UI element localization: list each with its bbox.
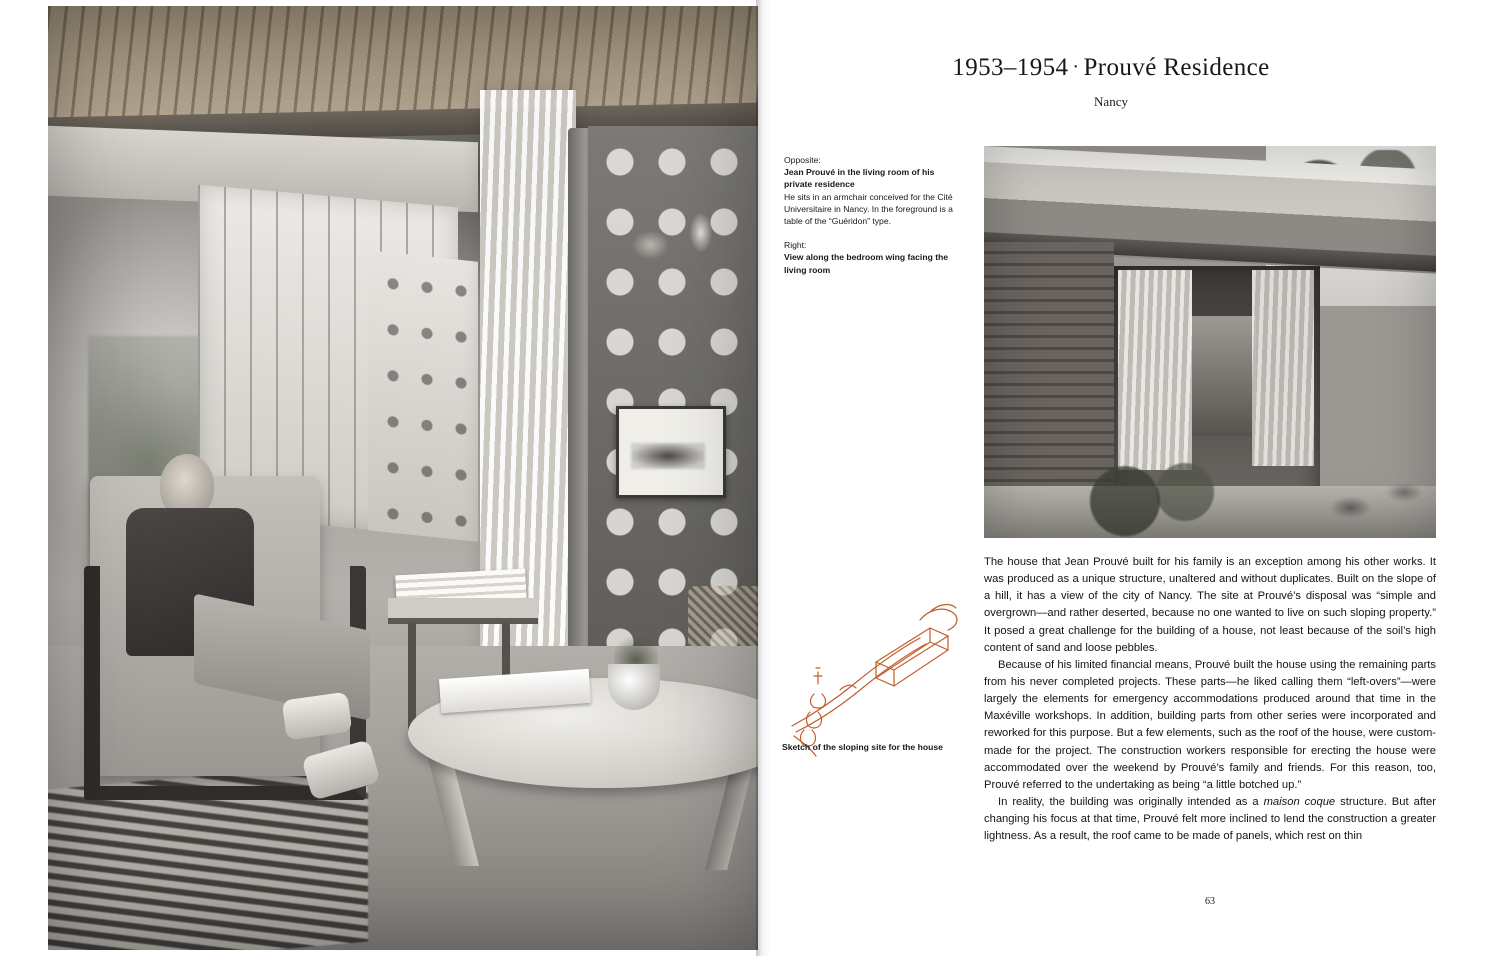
chapter-location: Nancy [1094, 94, 1128, 109]
caption-block-right [784, 239, 960, 276]
caption-lead-right: Right: [784, 240, 807, 251]
right-page [770, 6, 1452, 950]
left-page [48, 6, 758, 950]
photo-vases [624, 196, 744, 266]
caption-block-opposite [784, 154, 960, 227]
caption-text-opposite: He sits in an armchair conceived for the Cité Universitaire in Nancy. In the foreground is a table of the “Guéridon” type. [784, 191, 953, 227]
chapter-separator: · [1072, 56, 1080, 78]
chapter-years: 1953–1954 [952, 54, 1069, 81]
chapter-title [770, 54, 1452, 82]
body-paragraph-1: The house that Jean Prouvé built for his family is an exception among his other works. It was produced as a unique structure, unaltered and without duplicates. Built on the slope of a hill, it has a view of the city of Nancy. The site at Prouvé’s disposal was “simple and overgrown—and rather deserted, because no one wanted to live on such sloping property.” It posed a great challenge for the building of a house, not least because of the soil’s high content of sand and loose pebbles. [984, 556, 1436, 654]
body-paragraph-3: In reality, the building was originally intended as a maison coque structure. But after changing his focus at that time, Prouvé felt more inclined to lend the construction a greater lightness. As a result, the roof came to be made of panels, which rest on thin [984, 795, 1436, 843]
body-text-column [984, 554, 1436, 845]
book-gutter [756, 0, 770, 956]
sketch-caption: Sketch of the sloping site for the house [782, 742, 943, 752]
body-paragraph-2: Because of his limited financial means, Prouvé built the house using the remaining parts from his never completed projects. These parts—he liked calling them “left-overs”—were largely the elements for emergency accommodations produced around that time in the Maxéville workshops. In addition, building parts from other series were incorporated and reworked for this purpose. But a few elements, such as the roof of the house, were custom-made for the project. The construction workers responsible for erecting the house were accommodated over the weekend by Prouvé’s family and friends. For this reason, too, Prouvé referred to the undertaking as being “a little botched up.” [984, 658, 1436, 791]
photo-panel-perforations [376, 259, 470, 533]
caption-column [784, 154, 960, 288]
right-page-photograph [984, 146, 1436, 538]
site-sketch-drawing [780, 566, 970, 766]
photo-perforated-panel [368, 250, 478, 542]
caption-lead-opposite: Opposite: [784, 155, 821, 165]
caption-bold-right: View along the bedroom wing facing the living room [784, 252, 949, 275]
caption-bold-opposite: Jean Prouvé in the living room of his private residence [784, 167, 935, 190]
chapter-name: Prouvé Residence [1083, 54, 1270, 81]
page-number: 63 [1205, 896, 1215, 907]
site-sketch [780, 566, 970, 766]
photo2-vignette [984, 146, 1436, 538]
photo-framed-artwork [616, 406, 726, 498]
left-page-photograph [48, 6, 758, 950]
